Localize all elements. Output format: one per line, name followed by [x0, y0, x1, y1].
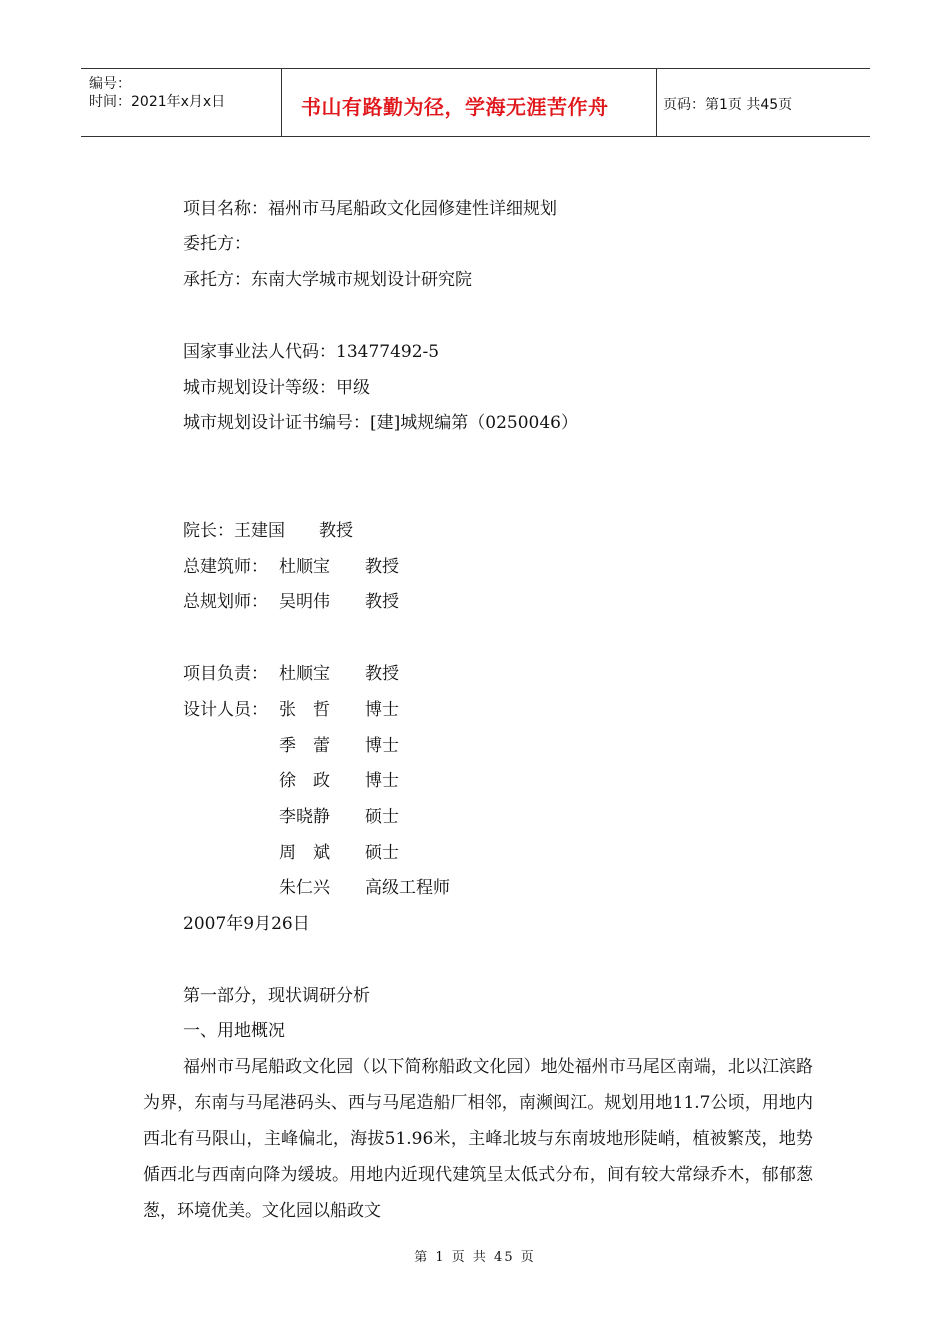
designer-name: 徐 政 [279, 771, 330, 791]
document-date-line: 2007年9月26日 [183, 914, 310, 934]
header-motto-cell [283, 69, 657, 136]
designer-title: 高级工程师 [365, 878, 450, 898]
designer-name: 朱仁兴 [279, 878, 330, 898]
leader-title: 教授 [365, 592, 399, 612]
designer-name: 张 哲 [279, 700, 330, 720]
designer-title: 博士 [365, 700, 399, 720]
leader-title: 教授 [319, 521, 353, 541]
leader-name: 吴明伟 [279, 592, 330, 612]
project-lead-name: 杜顺宝 [279, 664, 330, 684]
design-grade: 城市规划设计等级：甲级 [183, 378, 370, 398]
project-name: 项目名称：福州市马尾船政文化园修建性详细规划 [183, 199, 557, 219]
legal-entity-code: 国家事业法人代码：13477492-5 [183, 342, 440, 362]
section-heading: 一、用地概况 [183, 1021, 285, 1041]
project-lead-title: 教授 [365, 664, 399, 684]
leader-role: 总建筑师： [183, 557, 268, 577]
document-date: 时间：2021年x月x日 [89, 94, 226, 110]
leader-title: 教授 [365, 557, 399, 577]
designer-title: 硕士 [365, 843, 399, 863]
project-client: 委托方： [183, 234, 251, 254]
designer-name: 季 蕾 [279, 736, 330, 756]
designer-title: 博士 [365, 736, 399, 756]
header-motto: 书山有路勤为径，学海无涯苦作舟 [301, 95, 609, 119]
project-lead-role: 项目负责： [183, 664, 268, 684]
designer-name: 李晓静 [279, 807, 330, 827]
designer-title: 博士 [365, 771, 399, 791]
designers-label: 设计人员： [183, 700, 268, 720]
part-heading: 第一部分，现状调研分析 [183, 986, 370, 1006]
certificate-number: 城市规划设计证书编号：[建]城规编第（0250046） [183, 413, 578, 433]
leader-name: 杜顺宝 [279, 557, 330, 577]
document-number-label: 编号： [89, 76, 131, 92]
leader-role: 院长：王建国 [183, 521, 285, 541]
header-page-number: 页码：第1页 共45页 [663, 97, 793, 113]
page-footer: 第 1 页 共 45 页 [414, 1250, 536, 1265]
designer-name: 周 斌 [279, 843, 330, 863]
page-header [81, 68, 870, 137]
project-contractor: 承托方：东南大学城市规划设计研究院 [183, 270, 472, 290]
leader-role: 总规划师： [183, 592, 268, 612]
designer-title: 硕士 [365, 807, 399, 827]
header-meta-cell [81, 69, 282, 136]
body-paragraph: 福州市马尾船政文化园（以下简称船政文化园）地处福州市马尾区南端，北以江滨路为界，东南与马尾港码头、西与马尾造船厂相邻，南濒闽江。规划用地11.7公顷，用地内西北有马限山，主峰偏北，海拔51.96米，主峰北坡与东南坡地形陡峭，植被繁茂，地势偱西北与西南向降为缓坡。用地内近现代建筑呈太低式分布，间有较大常绿乔木，郁郁葱葱，环境优美。文化园以船政文 [143, 1057, 813, 1221]
